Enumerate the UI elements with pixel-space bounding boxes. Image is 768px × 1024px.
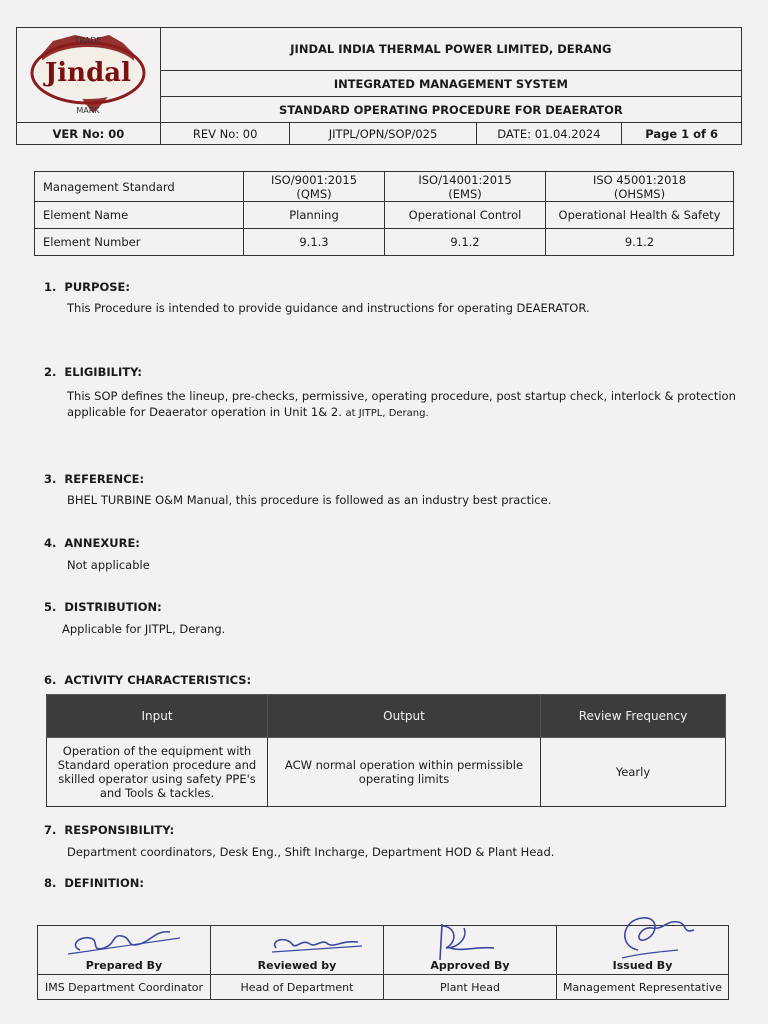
section-responsibility-body: Department coordinators, Desk Eng., Shift Incharge, Department HOD & Plant Head.: [67, 845, 555, 859]
version-number: VER No: 00: [17, 123, 161, 145]
section-title: RESPONSIBILITY:: [64, 823, 175, 837]
approved-by-title: Plant Head: [384, 975, 557, 1000]
table-cell: ISO/9001:2015 (QMS): [244, 172, 385, 202]
body-line: This SOP defines the lineup, pre-checks, permissive, operating procedure, post startup check, interlock & protection: [67, 389, 736, 403]
section-eligibility-body: [67, 388, 747, 422]
section-title: DISTRIBUTION:: [64, 600, 162, 614]
table-cell: ACW normal operation within permissible operating limits: [268, 738, 541, 807]
section-title: REFERENCE:: [64, 472, 145, 486]
table-cell: Planning: [244, 202, 385, 229]
table-header-input: Input: [47, 695, 268, 738]
table-header-review-frequency: Review Frequency: [541, 695, 726, 738]
document-header: [16, 27, 742, 145]
table-cell: Element Name: [35, 202, 244, 229]
prepared-by-label: Prepared By: [38, 926, 211, 975]
table-cell: Operational Health & Safety: [546, 202, 734, 229]
logo-mark: MARK: [76, 105, 100, 115]
reviewed-by-title: Head of Department: [211, 975, 384, 1000]
prepared-by-title: IMS Department Coordinator: [38, 975, 211, 1000]
section-number: 7.: [44, 823, 57, 837]
issued-by-label: Issued By: [557, 926, 729, 975]
logo-cell: [17, 28, 161, 123]
section-purpose-body: This Procedure is intended to provide guidance and instructions for operating DEAERATOR.: [67, 301, 590, 315]
table-cell: Operational Control: [385, 202, 546, 229]
issued-by-signature: [608, 906, 708, 966]
section-number: 6.: [44, 673, 57, 687]
section-annexure-heading: [44, 536, 140, 550]
section-number: 1.: [44, 280, 57, 294]
body-line: applicable for Deaerator operation in Unit 1& 2. at JITPL, Derang.: [67, 405, 429, 419]
handwritten-note: at JITPL, Derang.: [345, 408, 429, 419]
section-title: ACTIVITY CHARACTERISTICS:: [64, 673, 252, 687]
table-cell: 9.1.2: [385, 229, 546, 256]
section-number: 2.: [44, 365, 57, 379]
section-title: ELIGIBILITY:: [64, 365, 142, 379]
section-purpose-heading: [44, 280, 130, 294]
prepared-by-signature: [60, 916, 200, 964]
page-number: Page 1 of 6: [622, 123, 742, 145]
table-row: [47, 738, 726, 807]
table-cell: Yearly: [541, 738, 726, 807]
section-eligibility-heading: [44, 365, 142, 379]
system-name: INTEGRATED MANAGEMENT SYSTEM: [160, 71, 741, 97]
reviewed-by-label: Reviewed by: [211, 926, 384, 975]
activity-table: [46, 694, 726, 807]
sop-title: STANDARD OPERATING PROCEDURE FOR DEAERATOR: [160, 97, 741, 123]
table-cell: Element Number: [35, 229, 244, 256]
table-cell: ISO/14001:2015 (EMS): [385, 172, 546, 202]
table-cell: 9.1.2: [546, 229, 734, 256]
section-annexure-body: Not applicable: [67, 558, 150, 572]
approved-by-label: Approved By: [384, 926, 557, 975]
section-title: DEFINITION:: [64, 876, 144, 890]
section-responsibility-heading: [44, 823, 174, 837]
section-number: 4.: [44, 536, 57, 550]
table-cell: Management Standard: [35, 172, 244, 202]
table-cell: ISO 45001:2018 (OHSMS): [546, 172, 734, 202]
revision-number: REV No: 00: [160, 123, 290, 145]
section-title: PURPOSE:: [64, 280, 130, 294]
section-reference-heading: [44, 472, 144, 486]
section-title: ANNEXURE:: [64, 536, 140, 550]
section-number: 3.: [44, 472, 57, 486]
section-reference-body: BHEL TURBINE O&M Manual, this procedure is followed as an industry best practice.: [67, 493, 552, 507]
section-definition-heading: [44, 876, 144, 890]
company-name: JINDAL INDIA THERMAL POWER LIMITED, DERANG: [160, 28, 741, 71]
approved-by-signature: [428, 918, 508, 964]
reviewed-by-signature: [262, 926, 372, 960]
logo-brand: Jindal: [45, 57, 132, 88]
logo-trade: TRADE: [74, 35, 102, 45]
table-header-output: Output: [268, 695, 541, 738]
standards-table: [34, 171, 734, 256]
document-date: DATE: 01.04.2024: [476, 123, 622, 145]
section-activity-heading: [44, 673, 251, 687]
table-cell: Operation of the equipment with Standard operation procedure and skilled operator using safety PPE's and Tools & tackles.: [47, 738, 268, 807]
section-number: 5.: [44, 600, 57, 614]
section-distribution-heading: [44, 600, 162, 614]
jindal-logo: [23, 29, 153, 119]
issued-by-title: Management Representative: [557, 975, 729, 1000]
section-number: 8.: [44, 876, 57, 890]
document-number: JITPL/OPN/SOP/025: [290, 123, 476, 145]
table-cell: 9.1.3: [244, 229, 385, 256]
section-distribution-body: Applicable for JITPL, Derang.: [62, 622, 226, 636]
